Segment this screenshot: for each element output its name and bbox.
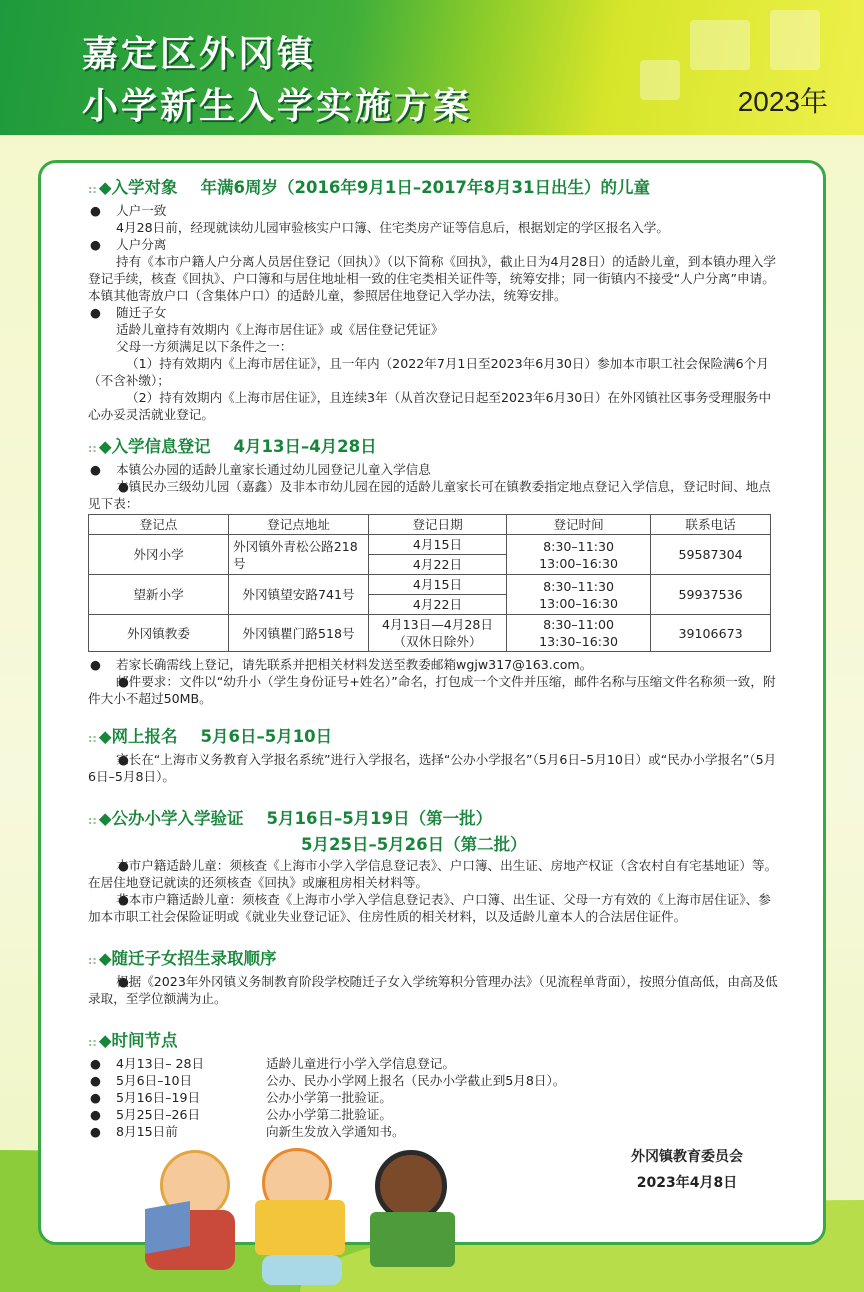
bullet: ● 本镇民办三级幼儿园（嘉鑫）及非本市幼儿园在园的适龄儿童家长可在镇教委指定地点登记入学信息，登记时间、地点见下表： bbox=[88, 478, 780, 512]
bullet: ● 本市户籍适龄儿童：须核查《上海市小学入学信息登记表》、户口簿、出生证、房地产权证（含农村自有宅基地证）等。在居住地登记就读的还须核查《回执》或廉租房相关材料等。 bbox=[88, 857, 780, 891]
timeline-item: ● 5月6日–10日 公办、民办小学网上报名（民办小学截止到5月8日）。 bbox=[88, 1072, 780, 1089]
header-banner bbox=[0, 0, 864, 135]
signature bbox=[612, 1144, 762, 1196]
bullet: ● 邮件要求：文件以“幼升小（学生身份证号+姓名）”命名，打包成一个文件并压缩，邮件名称与压缩文件名称须一致，附件大小不超过50MB。 bbox=[88, 673, 780, 707]
section-heading-date2: 5月25日–5月26日（第二批） bbox=[301, 835, 527, 854]
bullet: ● 人户分离 bbox=[88, 236, 780, 253]
decor-square bbox=[690, 20, 750, 70]
bullet: ● 若家长确需线上登记，请先联系并把相关材料发送至教委邮箱wgjw317@163.com。 bbox=[88, 656, 780, 673]
section-heading: :: ◆入学对象 年满6周岁（2016年9月1日–2017年8月31日出生）的儿童 bbox=[88, 178, 650, 197]
bullet: ● 家长在“上海市义务教育入学报名系统”进行入学报名，选择“公办小学报名”（5月6日–5月10日）或“民办小学报名”（5月6日–5月8日）。 bbox=[88, 751, 780, 785]
section-heading: :: ◆公办小学入学验证 5月16日–5月19日（第一批） bbox=[88, 809, 493, 828]
timeline-item: ● 5月16日–19日 公办小学第一批验证。 bbox=[88, 1089, 780, 1106]
title-line-2: 小学新生入学实施方案 bbox=[82, 86, 473, 127]
paragraph: 父母一方须满足以下条件之一： bbox=[116, 339, 293, 354]
title-line-1: 嘉定区外冈镇 bbox=[82, 34, 317, 75]
paragraph: 4月28日前，经现就读幼儿园审验核实户口簿、住宅类房产证等信息后，根据划定的学区报名入学。 bbox=[116, 220, 669, 235]
bullet: ● 根据《2023年外冈镇义务制教育阶段学校随迁子女入学统筹积分管理办法》（见流程单背面），按照分值高低，由高及低录取，至学位额满为止。 bbox=[88, 973, 780, 1007]
bullet: ● 非本市户籍适龄儿童：须核查《上海市小学入学信息登记表》、户口簿、出生证、父母一方有效的《上海市居住证》、参加本市职工社会保险证明或《就业失业登记证》、住房性质的相关材料，以及适龄儿童本人的合法居住证件。 bbox=[88, 891, 780, 925]
book-icon bbox=[145, 1201, 190, 1254]
table-row: 望新小学 外冈镇望安路741号 4月15日 8:30–11:30 13:00–16:30 59937536 bbox=[89, 575, 771, 595]
year-label: 2023年 bbox=[737, 86, 828, 117]
table-row: 外冈镇教委 外冈镇瞿门路518号 4月13日—4月28日 （双休日除外） 8:30–11:00 13:30–16:30 39106673 bbox=[89, 615, 771, 652]
section-heading: :: ◆随迁子女招生录取顺序 bbox=[88, 949, 277, 968]
bullet: ● 本镇公办园的适龄儿童家长通过幼儿园登记儿童入学信息 bbox=[88, 461, 780, 478]
book-icon bbox=[255, 1200, 345, 1255]
bullet: ● 人户一致 bbox=[88, 202, 780, 219]
timeline-item: ● 8月15日前 向新生发放入学通知书。 bbox=[88, 1123, 780, 1140]
section-heading: :: ◆时间节点 bbox=[88, 1031, 178, 1050]
paragraph: 持有《本市户籍人户分离人员居住登记（回执）》（以下简称《回执》，截止日为4月28日）的适龄儿童，到本镇办理入学登记手续，核查《回执》、户口簿和与居住地址相一致的住宅类相关证件等，统筹安排；同一街镇内不接受“人户分离”申请。本镇其他寄放户口（含集体户口）的适龄儿童，参照居住地登记入学办法，统筹安排。 bbox=[88, 254, 777, 303]
paragraph: 适龄儿童持有效期内《上海市居住证》或《居住登记凭证》 bbox=[116, 322, 444, 337]
decor-square bbox=[640, 60, 680, 100]
condition-2: （2）持有效期内《上海市居住证》，且连续3年（从首次登记日起至2023年6月30日）在外冈镇社区事务受理服务中心办妥灵活就业登记。 bbox=[88, 390, 772, 422]
registration-table: 登记点 登记点地址 登记日期 登记时间 联系电话 外冈小学 外冈镇外青松公路218号 4月15日 8:30–11:30 13:00–16:30 59587304 4月22日 望新小学 外冈镇望安路741号 4月15日 8:30–11:30 13:00–16:30 59937536 4月22日 外冈镇教委 外冈镇瞿门路518号 4月13日—4月28日 （双休日除外） 8:30–11:00 13:30–16:30 39106673 bbox=[88, 514, 771, 652]
table-row: 外冈小学 外冈镇外青松公路218号 4月15日 8:30–11:30 13:00–16:30 59587304 bbox=[89, 535, 771, 555]
child-body bbox=[262, 1255, 342, 1285]
condition-1: （1）持有效期内《上海市居住证》，且一年内（2022年7月1日至2023年6月30日）参加本市职工社会保险满6个月（不含补缴）； bbox=[88, 356, 769, 388]
content bbox=[88, 176, 780, 1140]
bullet: ● 随迁子女 bbox=[88, 304, 780, 321]
decor-square bbox=[770, 10, 820, 70]
timeline-item: ● 5月25日–26日 公办小学第二批验证。 bbox=[88, 1106, 780, 1123]
issuer: 外冈镇教育委员会 bbox=[631, 1149, 743, 1165]
timeline-item: ● 4月13日– 28日 适龄儿童进行小学入学信息登记。 bbox=[88, 1055, 780, 1072]
section-heading: :: ◆网上报名 5月6日–5月10日 bbox=[88, 727, 333, 746]
book-icon bbox=[370, 1212, 455, 1267]
section-heading: :: ◆入学信息登记 4月13日–4月28日 bbox=[88, 437, 377, 456]
issue-date: 2023年4月8日 bbox=[636, 1175, 738, 1191]
